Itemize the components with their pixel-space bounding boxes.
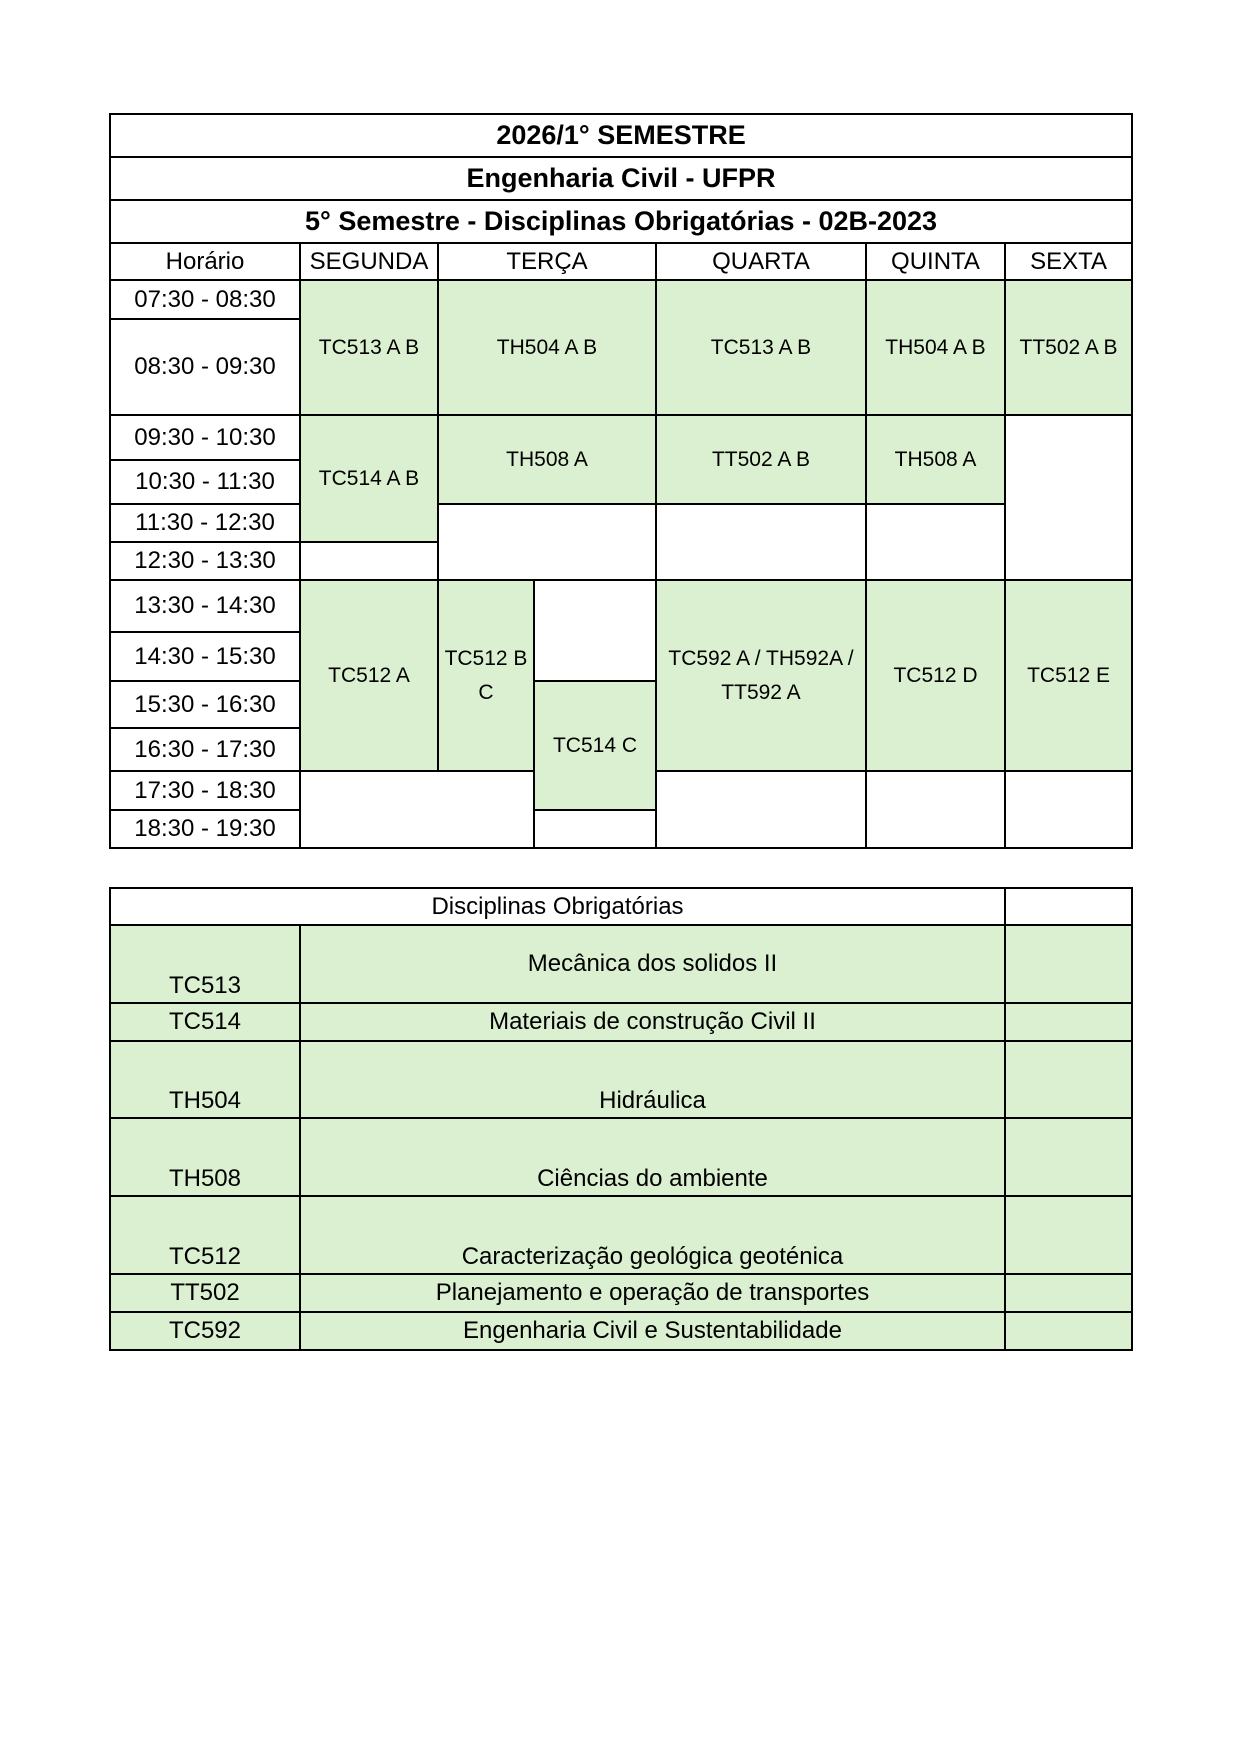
empty-cell	[1005, 415, 1132, 580]
semester-title: 2026/1° SEMESTRE	[110, 114, 1132, 157]
subject-code: TC514	[110, 1003, 300, 1041]
time-slot: 16:30 - 17:30	[110, 728, 300, 771]
empty-cell	[1005, 1003, 1132, 1041]
time-slot: 08:30 - 09:30	[110, 319, 300, 415]
time-slot: 11:30 - 12:30	[110, 504, 300, 542]
time-slot: 09:30 - 10:30	[110, 415, 300, 460]
time-slot: 13:30 - 14:30	[110, 580, 300, 632]
class-cell: TT502 A B	[1005, 280, 1132, 415]
class-cell: TC513 A B	[300, 280, 438, 415]
column-header-wednesday: QUARTA	[656, 243, 866, 280]
time-slot: 12:30 - 13:30	[110, 542, 300, 580]
class-cell: TC514 C	[534, 681, 656, 810]
empty-cell	[1005, 925, 1132, 1003]
subject-name: Planejamento e operação de transportes	[300, 1274, 1005, 1312]
table-row	[110, 1041, 1132, 1118]
subject-code: TC512	[110, 1196, 300, 1274]
schedule-subtitle: 5° Semestre - Disciplinas Obrigatórias - 02B-2023	[110, 200, 1132, 243]
empty-cell	[438, 504, 656, 580]
table-row	[110, 1003, 1132, 1041]
table-row	[110, 1118, 1132, 1196]
class-cell: TC512 E	[1005, 580, 1132, 771]
class-cell: TH508 A	[438, 415, 656, 504]
time-slot: 18:30 - 19:30	[110, 810, 300, 848]
subjects-legend-table	[109, 887, 1133, 1351]
empty-cell	[300, 542, 438, 580]
empty-cell	[534, 810, 656, 848]
schedule-table	[109, 113, 1133, 849]
class-cell: TC512 B C	[438, 580, 534, 771]
subject-code: TC592	[110, 1312, 300, 1350]
class-cell: TC512 D	[866, 580, 1005, 771]
subject-name: Mecânica dos solidos II	[300, 925, 1005, 1003]
empty-cell	[534, 580, 656, 681]
class-cell: TC513 A B	[656, 280, 866, 415]
column-header-monday: SEGUNDA	[300, 243, 438, 280]
subject-code: TT502	[110, 1274, 300, 1312]
empty-cell	[656, 504, 866, 580]
subject-name: Caracterização geológica geoténica	[300, 1196, 1005, 1274]
empty-cell	[1005, 888, 1132, 925]
subject-code: TC513	[110, 925, 300, 1003]
class-cell: TC514 A B	[300, 415, 438, 542]
table-row	[110, 1312, 1132, 1350]
column-header-tuesday: TERÇA	[438, 243, 656, 280]
table-row	[110, 1274, 1132, 1312]
class-cell: TT502 A B	[656, 415, 866, 504]
time-slot: 07:30 - 08:30	[110, 280, 300, 319]
column-header-time: Horário	[110, 243, 300, 280]
empty-cell	[656, 771, 866, 848]
time-slot: 15:30 - 16:30	[110, 681, 300, 728]
class-cell: TH504 A B	[438, 280, 656, 415]
class-cell: TC592 A / TH592A / TT592 A	[656, 580, 866, 771]
empty-cell	[866, 771, 1005, 848]
time-slot: 10:30 - 11:30	[110, 460, 300, 504]
column-header-friday: SEXTA	[1005, 243, 1132, 280]
empty-cell	[1005, 771, 1132, 848]
class-cell: TH508 A	[866, 415, 1005, 504]
subject-name: Engenharia Civil e Sustentabilidade	[300, 1312, 1005, 1350]
subject-name: Materiais de construção Civil II	[300, 1003, 1005, 1041]
subject-name: Hidráulica	[300, 1041, 1005, 1118]
empty-cell	[1005, 1118, 1132, 1196]
column-header-thursday: QUINTA	[866, 243, 1005, 280]
empty-cell	[1005, 1196, 1132, 1274]
subject-name: Ciências do ambiente	[300, 1118, 1005, 1196]
subject-code: TH504	[110, 1041, 300, 1118]
subject-code: TH508	[110, 1118, 300, 1196]
empty-cell	[1005, 1312, 1132, 1350]
empty-cell	[300, 771, 534, 848]
class-cell: TH504 A B	[866, 280, 1005, 415]
course-title: Engenharia Civil - UFPR	[110, 157, 1132, 200]
table-row	[110, 925, 1132, 1003]
empty-cell	[1005, 1041, 1132, 1118]
empty-cell	[866, 504, 1005, 580]
time-slot: 17:30 - 18:30	[110, 771, 300, 810]
time-slot: 14:30 - 15:30	[110, 632, 300, 681]
table-row	[110, 1196, 1132, 1274]
legend-header: Disciplinas Obrigatórias	[110, 888, 1005, 925]
class-cell: TC512 A	[300, 580, 438, 771]
empty-cell	[1005, 1274, 1132, 1312]
